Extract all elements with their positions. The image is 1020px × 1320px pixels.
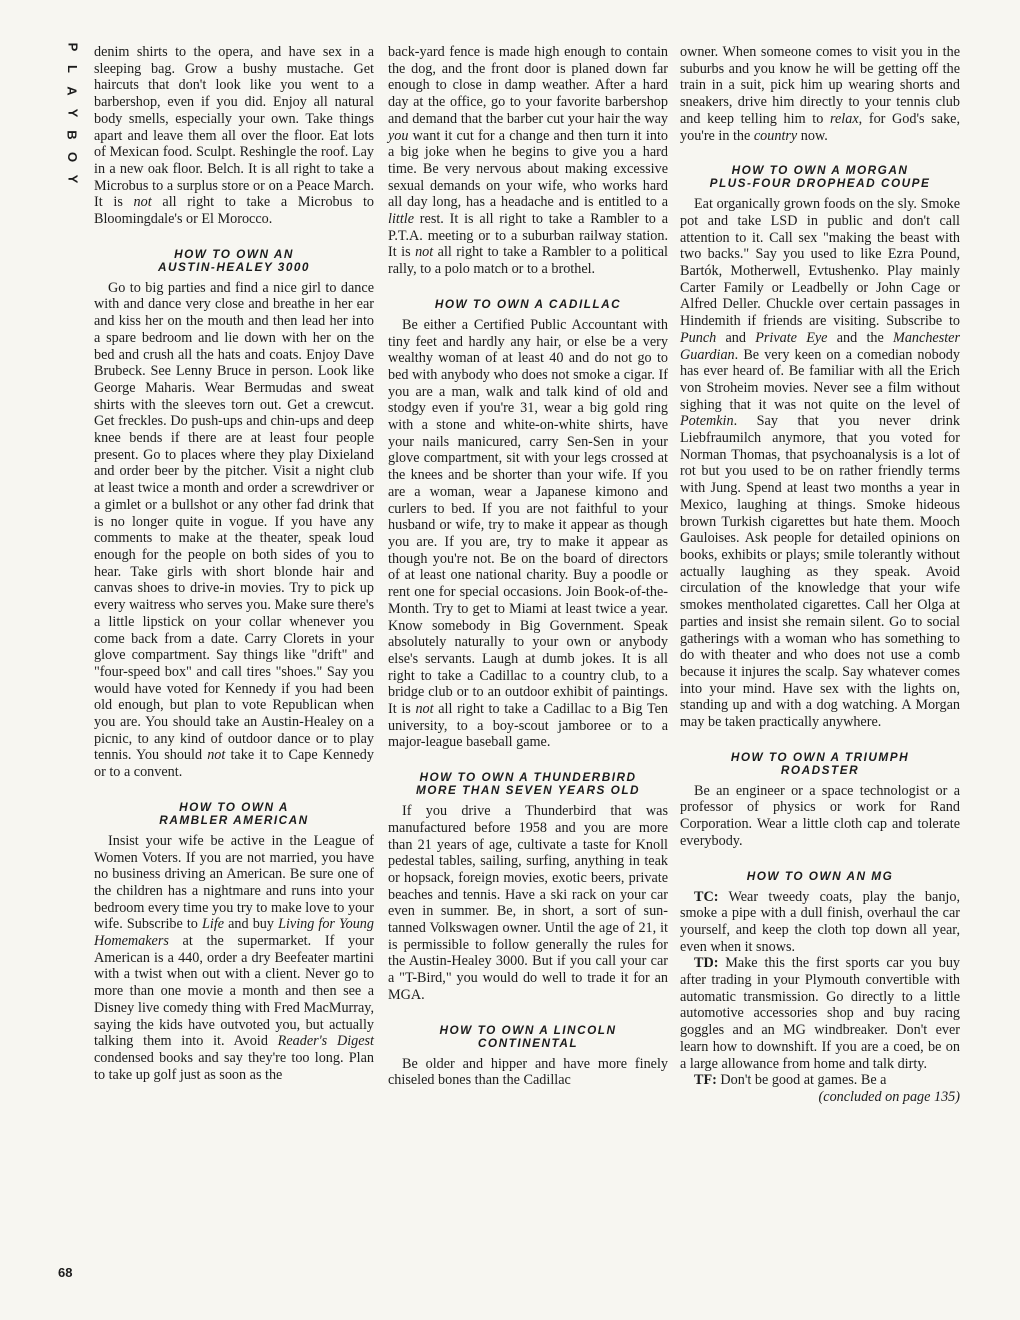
italic-title: Life (201, 916, 225, 933)
section-heading-line: HOW TO OWN AN (174, 246, 294, 261)
speaker-label: TC: (694, 888, 719, 905)
magazine-letter: O (65, 151, 80, 163)
body-paragraph: Eat organically grown foods on the sly. Smoke pot and take LSD in public and don't call attention to it. Call sex "making the beast with two backs." Say you used to like Ezra Pound, Bartók, Motherwell, Evtushenko. Play mainly Carter Family or Leadbelly or John Cage or Alfred Deller. Chuckle over certain passages in Hindemith if friends are visiting. Subscribe to Punch and Private Eye and the Manchester Guardian. Be very keen on a comedian nobody has ever heard of. Be familiar with all the Erich von Stroheim movies. Never see a film without sighing that it was not quite on the level of Potemkin. Say that you never drink Liebfraumilch anymore, that you voted for Norman Thomas, that psychoanalysis is a lot of rot but you used to be on rather friendly terms with Jung. Spend at least two months a year in Mexico, laughing at things. Smoke hideous brown Turkish cigarettes but hate them. Mooch Gauloises. Ask people for detailed opinions on books, exhibits or plays; smile tolerantly without actually laughing as they speak. Avoid circulation of the knowledge that your wife smokes mentholated cigarettes. Call her Olga at parties and insist she remain silent. Go to social gatherings with a woman who has something to do with theater and who does not use a comb because it injures the scalp. Say whatever comes into your mind. Have sex with the lights on, standing up and with a dog watching. A Morgan may be taken practically anywhere. (680, 196, 960, 731)
section-heading (388, 771, 668, 797)
section-heading-line: RAMBLER AMERICAN (159, 812, 309, 827)
magazine-letter: P (64, 42, 80, 52)
italic-title: not (207, 747, 226, 764)
section-heading-line: HOW TO OWN A MORGAN (731, 163, 909, 178)
section-heading-line: CONTINENTAL (477, 1035, 579, 1050)
speaker-label: TF: (694, 1072, 717, 1089)
body-paragraph: TC: Wear tweedy coats, play the banjo, smoke a pipe with a dull finish, overhaul the car yourself, and keep the cloth top down all year, even when it snows. (680, 888, 960, 955)
body-paragraph: TF: Don't be good at games. Be a (concluded on page 135) (680, 1072, 960, 1105)
section-heading (94, 248, 374, 274)
speaker-label: TD: (694, 955, 719, 972)
section-heading-line: HOW TO OWN AN MG (746, 868, 894, 883)
body-paragraph: denim shirts to the opera, and have sex in a sleeping bag. Grow a bushy mustache. Get haircuts that don't look like you went to a barbershop, even if you did. Enjoy all natural body smells, especially your own. Take things apart and leave them all over the floor. Eat lots of Mexican food. Sculpt. Reshingle the roof. Lay in a new oak floor. Belch. It is all right to take a Microbus to a surplus store or on a Peace March. It is not all right to take a Microbus to Bloomingdale's or El Morocco. (94, 44, 374, 228)
italic-title: Private Eye (755, 329, 828, 346)
magazine-letter: Y (64, 174, 80, 184)
italic-title: little (388, 211, 415, 228)
italic-title: relax (830, 110, 859, 127)
continuation-note: (concluded on page 135) (818, 1088, 960, 1105)
section-heading-line: MORE THAN SEVEN YEARS OLD (415, 783, 641, 798)
italic-title: not (415, 244, 434, 261)
section-heading (680, 751, 960, 777)
magazine-letter: Y (64, 108, 80, 118)
page-number: 68 (58, 1265, 73, 1280)
text-column-1 (94, 44, 374, 1083)
italic-title: country (753, 127, 798, 144)
italic-title: Living for Young Homemakers (94, 916, 374, 950)
body-paragraph: Insist your wife be active in the League of Women Voters. If you are not married, you have no business driving an American. Be sure one of the children has a nightmare and runs into your bedroom every time you try to make love to your wife. Subscribe to Life and buy Living for Young Homemakers at the supermarket. If your American is a 440, order a dry Beefeater martini with a twist when out with a client. Never go to more than one movie a month and then see a Disney live comedy thing with Fred MacMurray, saying the kids have outvoted you, but actually talking them into it. Avoid Reader's Digest condensed books and say they're too long. Plan to take up golf just as soon as the (94, 832, 374, 1083)
italic-title: not (415, 701, 434, 718)
section-heading-line: AUSTIN-HEALEY 3000 (158, 259, 310, 274)
italic-title: Manchester Guardian (680, 329, 960, 363)
italic-title: you (388, 127, 409, 144)
section-heading (94, 801, 374, 827)
section-heading (388, 298, 668, 311)
text-column-2 (388, 44, 668, 1089)
section-heading-line: HOW TO OWN A LINCOLN (439, 1022, 617, 1037)
body-paragraph: back-yard fence is made high enough to contain the dog, and the front door is planed down far enough to close in damp weather. After a hard day at the office, go to your favorite barbershop and demand that the barber cut your hair the way you want it cut for a change and then turn it into a big joke when he begins to give you a hard time. Be very nervous about making excessive sexual demands on your wife, who works hard all day long, has a headache and is entitled to a little rest. It is all right to take a Rambler to a P.T.A. meeting or to a suburban railway station. It is not all right to take a Rambler to a political rally, to a polo match or to a brothel. (388, 44, 668, 278)
section-heading (680, 164, 960, 190)
section-heading-line: HOW TO OWN A (179, 799, 289, 814)
magazine-letter: A (64, 86, 80, 96)
body-paragraph: Be an engineer or a space technologist or a professor of physics or work for Rand Corporation. Wear a little cloth cap and tolerate everybody. (680, 782, 960, 849)
section-heading-line: HOW TO OWN A TRIUMPH (730, 749, 910, 764)
body-paragraph: If you drive a Thunderbird that was manufactured before 1958 and you are more than 21 years of age, cultivate a taste for Knoll pedestal tables, sailing, surfing, anything in teak or hopsack, foreign movies, exotic beers, private beaches and tennis. Have a ski rack on your car even in summer. Be, in short, a sort of sun-tanned Volkswagen owner. Until the age of 21, it is permissible to follow generally the rules for the Austin-Healey 3000. But if you call your car a "T-Bird," you would do well to trade it for an MGA. (388, 803, 668, 1003)
body-paragraph: TD: Make this the first sports car you buy after trading in your Plymouth convertible with automatic transmission. Go directly to a little automotive accessories shop and buy racing goggles and an MG windbreaker. Don't ever learn how to downshift. If you are a coed, be on a large allowance from home and talk dirty. (680, 955, 961, 1072)
body-paragraph: owner. When someone comes to visit you in the suburbs and you know he will be getting off the train in a suit, pick him up wearing shorts and sneakers, drive him directly to your tennis club and keep telling him to relax, for God's sake, you're in the country now. (680, 44, 961, 144)
section-heading-line: HOW TO OWN A CADILLAC (434, 296, 622, 311)
section-heading-line: ROADSTER (780, 762, 860, 777)
magazine-name-vertical (60, 40, 84, 186)
italic-title: Potemkin (680, 413, 734, 430)
section-heading (680, 870, 960, 883)
text-column-3 (680, 44, 960, 1106)
section-heading-line: PLUS-FOUR DROPHEAD COUPE (709, 176, 931, 191)
section-heading-line: HOW TO OWN A THUNDERBIRD (419, 770, 637, 785)
italic-title: not (133, 194, 152, 211)
italic-title: Reader's Digest (277, 1033, 374, 1050)
body-paragraph: Be either a Certified Public Accountant with tiny feet and hardly any hair, or else be a very wealthy woman of at least 40 and do not go to bed with anybody who does not smoke a cigar. If you are a man, walk and talk kind of old and stodgy even if you're 31, wear a big gold ring with a stone and white-on-white shirts, have your nails manicured, carry Sen-Sen in your glove compartment, sit with your legs crossed at the knees and be shorter than your wife. If you are a woman, wear a Japanese kimono and curlers to bed. If you are not faithful to your husband or wife, try to make it appear as though you are. If you are, try to make it appear as though you're not. Be on the board of directors of at least one national charity. Buy a poodle or rent one for special occasions. Join Book-of-the-Month. Try to get to Miami at least twice a year. Know somebody in Big Government. Speak absolutely naturally to your own or anybody else's servants. Laugh at dumb jokes. It is all right to take a Cadillac to a country club, to a bridge club or to an outdoor exhibit of paintings. It is not all right to take a Cadillac to a Big Ten university, to a boy-scout jamboree or to a major-league baseball game. (388, 316, 668, 751)
magazine-letter: L (64, 65, 80, 73)
body-paragraph: Be older and hipper and have more finely chiseled bones than the Cadillac (388, 1055, 668, 1089)
section-heading (388, 1024, 668, 1050)
magazine-letter: B (64, 130, 80, 140)
body-paragraph: Go to big parties and find a nice girl to dance with and dance very close and breathe in her ear and kiss her on the mouth and then lead her into a spare bedroom and lie down with her on the bed and crush all the hats and coats. Enjoy Dave Brubeck. See Lenny Bruce in person. Look like George Maharis. Wear Bermudas and sweat shirts with the sleeves torn out. Get a crewcut. Get freckles. Do push-ups and chin-ups and deep knee bends if there are at least four people present. Go to places where they play Dixieland and order beer by the pitcher. Visit a night club at least twice a month and order a screwdriver or a gimlet or a bullshot or any other fad drink that is no longer quite in vogue. If you have any comments to make at the theater, speak loud enough for the people on both sides of you to hear. Take girls with short blonde hair and canvas shoes to drive-in movies. Try to pick up every waitress who serves you. Make sure there's a little lipstick on your collar whenever you come back from a date. Carry Clorets in your glove compartment. Say things like "drift" and "four-speed box" and call tires "shoes." Say you would have voted for Kennedy if you had been old enough, but plan to vote Republican when you are. You should take an Austin-Healey on a picnic, to any kind of outdoor dance or to play tennis. You should not take it to Cape Kennedy or to a convent. (94, 279, 374, 781)
italic-title: Punch (680, 329, 717, 346)
